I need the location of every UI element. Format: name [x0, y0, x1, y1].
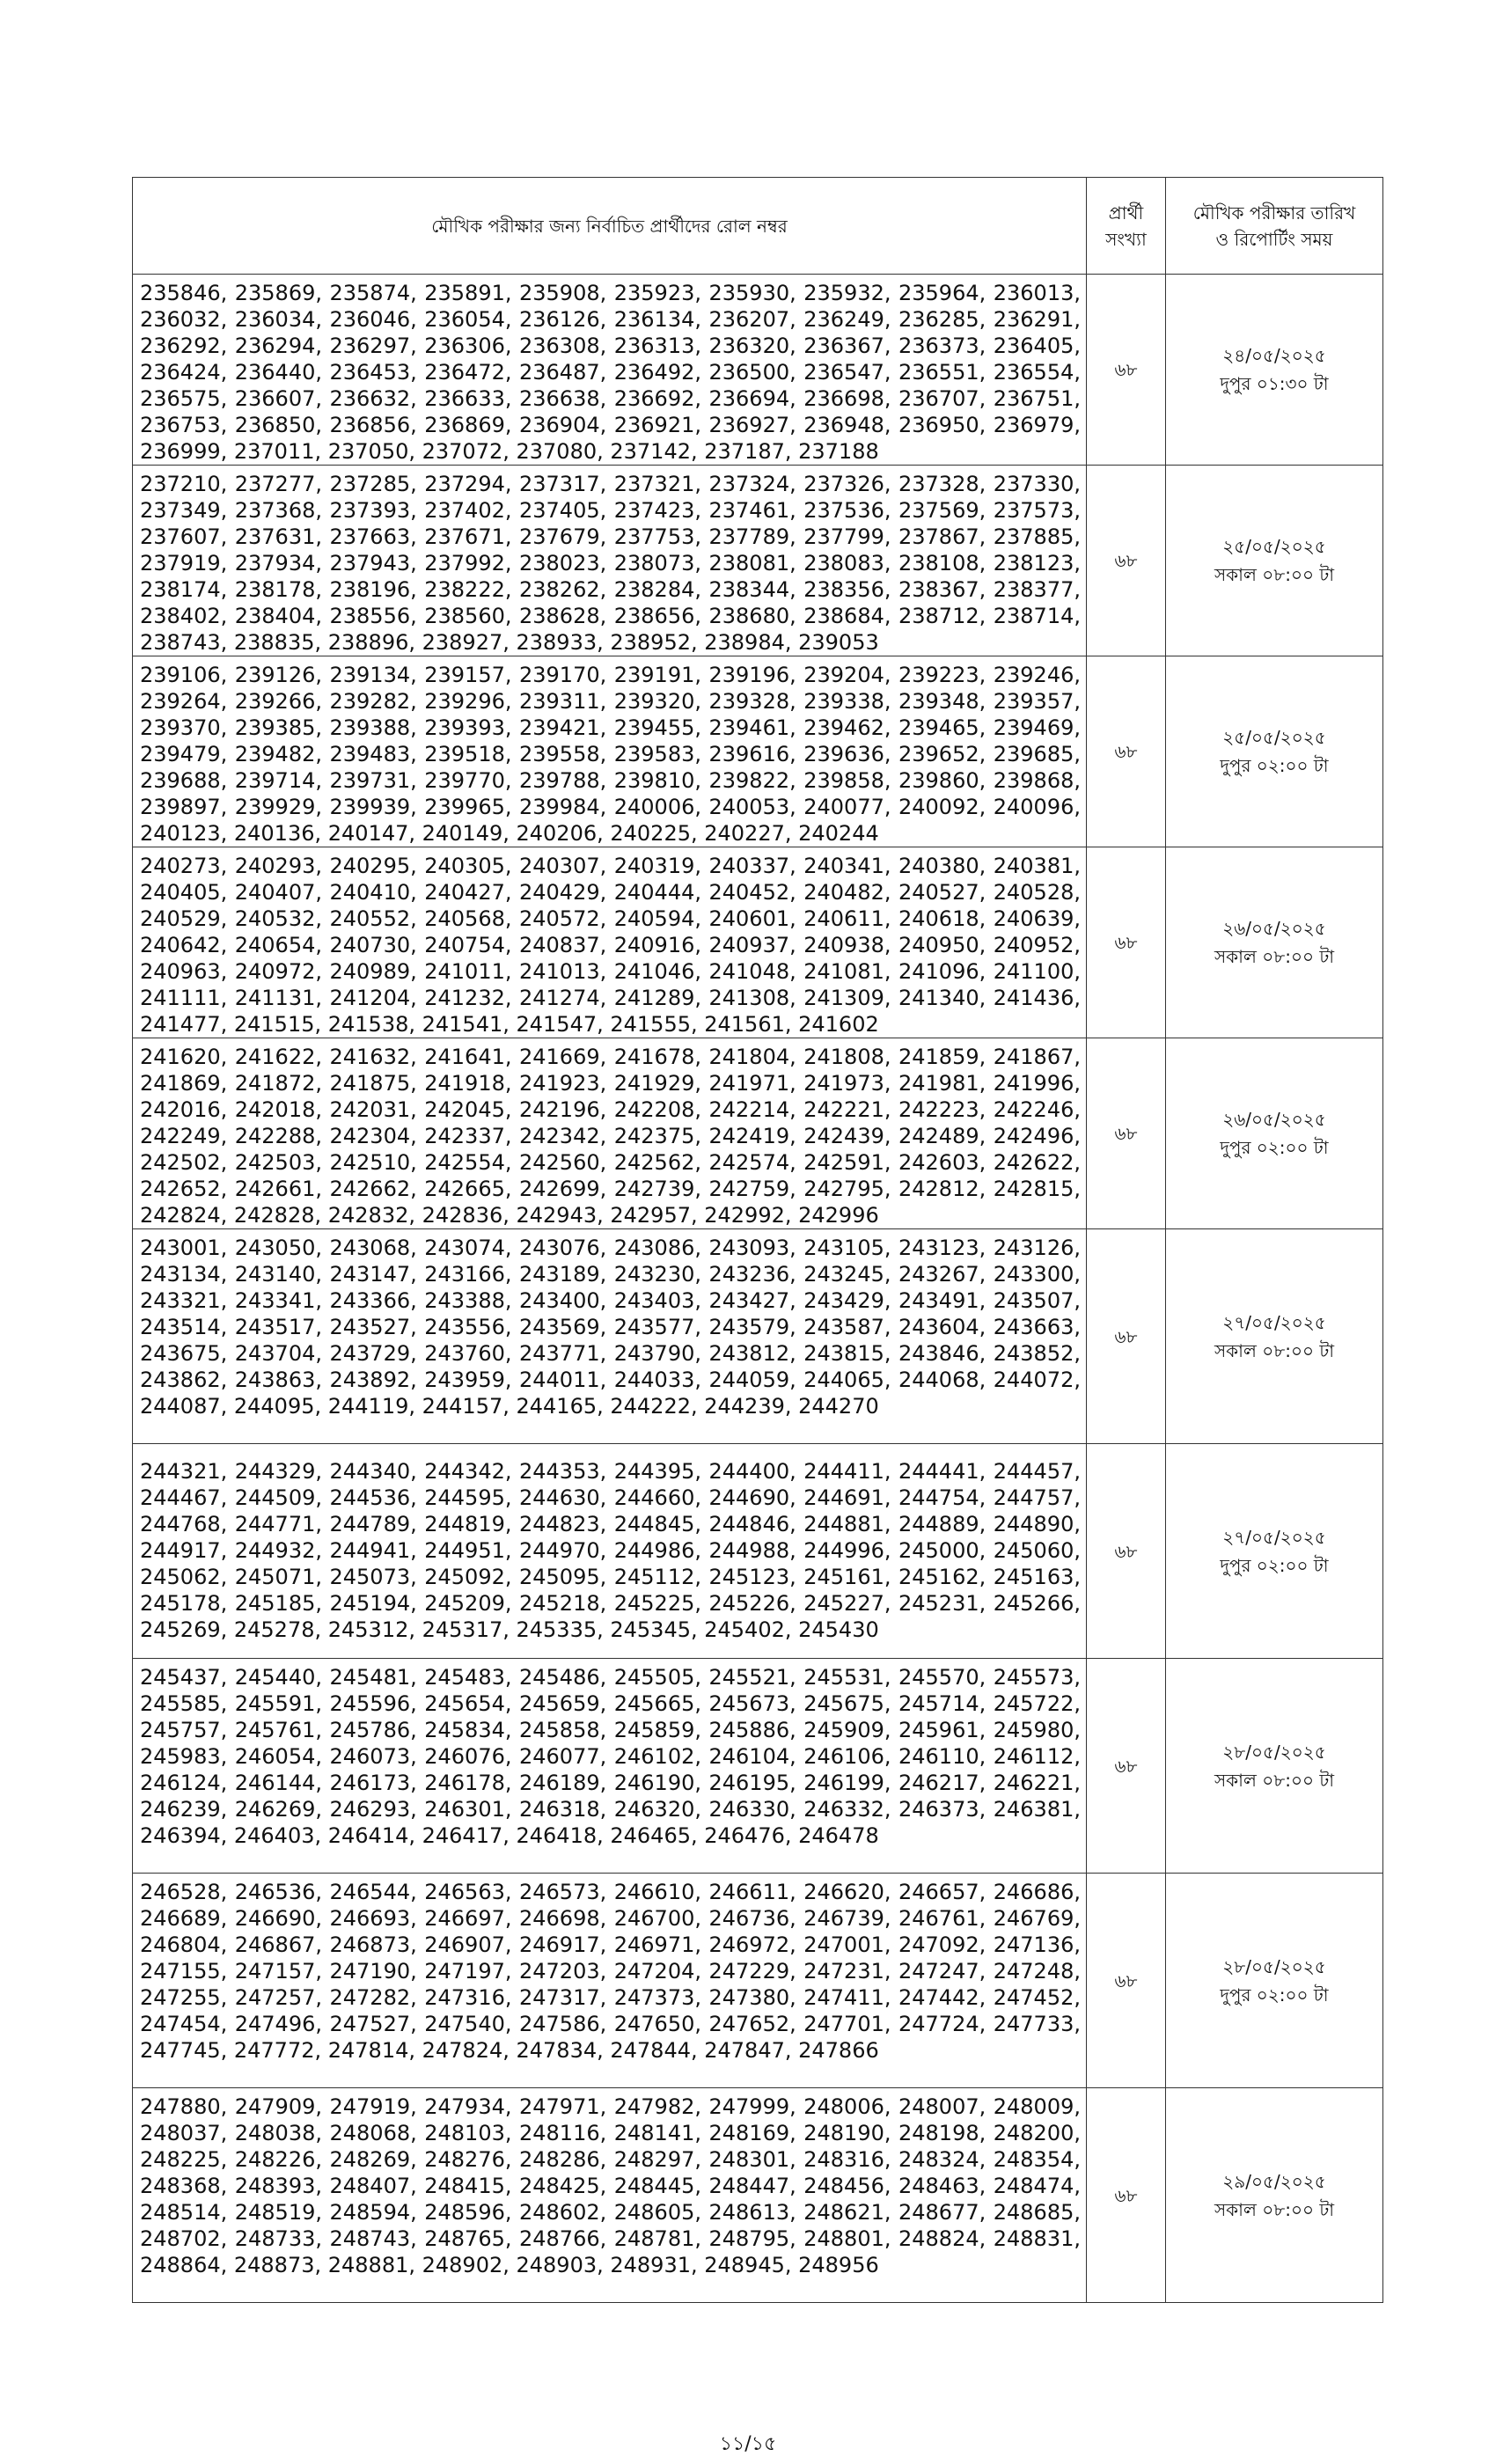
roll-numbers-cell: 239106, 239126, 239134, 239157, 239170, 239191, 239196, 239204, 239223, 239246, 239264, 239266, 239282, 239296, 239311, 239320, 239328, 239338, 239348, 239357, 239370, 239385, 239388, 239393, 239421, 239455, 239461, 239462, 239465, 239469, 239479, 239482, 239483, 239518, 239558, 239583, 239616, 239636, 239652, 239685, 239688, 239714, 239731, 239770, 239788, 239810, 239822, 239858, 239860, 239868, 239897, 239929, 239939, 239965, 239984, 240006, 240053, 240077, 240092, 240096, 240123, 240136, 240147, 240149, 240206, 240225, 240227, 240244 [133, 656, 1087, 847]
header-date-line2: ও রিপোর্টিং সময় [1215, 228, 1333, 250]
roll-numbers-cell: 245437, 245440, 245481, 245483, 245486, 245505, 245521, 245531, 245570, 245573, 245585, 245591, 245596, 245654, 245659, 245665, 245673, 245675, 245714, 245722, 245757, 245761, 245786, 245834, 245858, 245859, 245886, 245909, 245961, 245980, 245983, 246054, 246073, 246076, 246077, 246102, 246104, 246106, 246110, 246112, 246124, 246144, 246173, 246178, 246189, 246190, 246195, 246199, 246217, 246221, 246239, 246269, 246293, 246301, 246318, 246320, 246330, 246332, 246373, 246381, 246394, 246403, 246414, 246417, 246418, 246465, 246476, 246478 [133, 1659, 1087, 1874]
exam-date-time-cell [1166, 656, 1383, 847]
table-row [133, 466, 1383, 656]
candidate-count-cell: ৬৮ [1087, 847, 1166, 1038]
header-roll-numbers [133, 178, 1087, 275]
exam-date-time-cell [1166, 275, 1383, 466]
table-row [133, 275, 1383, 466]
exam-date-time-cell [1166, 466, 1383, 656]
roll-numbers-cell: 237210, 237277, 237285, 237294, 237317, 237321, 237324, 237326, 237328, 237330, 237349, 237368, 237393, 237402, 237405, 237423, 237461, 237536, 237569, 237573, 237607, 237631, 237663, 237671, 237679, 237753, 237789, 237799, 237867, 237885, 237919, 237934, 237943, 237992, 238023, 238073, 238081, 238083, 238108, 238123, 238174, 238178, 238196, 238222, 238262, 238284, 238344, 238356, 238367, 238377, 238402, 238404, 238556, 238560, 238628, 238656, 238680, 238684, 238712, 238714, 238743, 238835, 238896, 238927, 238933, 238952, 238984, 239053 [133, 466, 1087, 656]
candidate-count-cell: ৬৮ [1087, 466, 1166, 656]
reporting-time: দুপুর ০২:০০ টা [1220, 755, 1329, 776]
header-candidate-count [1087, 178, 1166, 275]
table-row [133, 2088, 1383, 2303]
header-exam-date-time [1166, 178, 1383, 275]
reporting-time: দুপুর ০১:৩০ টা [1220, 373, 1329, 394]
exam-date: ২৮/০৫/২০২৫ [1222, 1955, 1326, 1977]
table-row [133, 1874, 1383, 2088]
exam-date: ২৯/০৫/২০২৫ [1222, 2170, 1326, 2192]
exam-date-time-cell [1166, 1659, 1383, 1874]
table-row [133, 1229, 1383, 1444]
candidate-count-cell: ৬৮ [1087, 1038, 1166, 1229]
roll-numbers-cell: 247880, 247909, 247919, 247934, 247971, 247982, 247999, 248006, 248007, 248009, 248037, 248038, 248068, 248103, 248116, 248141, 248169, 248190, 248198, 248200, 248225, 248226, 248269, 248276, 248286, 248297, 248301, 248316, 248324, 248354, 248368, 248393, 248407, 248415, 248425, 248445, 248447, 248456, 248463, 248474, 248514, 248519, 248594, 248596, 248602, 248605, 248613, 248621, 248677, 248685, 248702, 248733, 248743, 248765, 248766, 248781, 248795, 248801, 248824, 248831, 248864, 248873, 248881, 248902, 248903, 248931, 248945, 248956 [133, 2088, 1087, 2303]
table-row [133, 1659, 1383, 1874]
header-date-line1: মৌখিক পরীক্ষার তারিখ [1192, 202, 1356, 224]
reporting-time: সকাল ০৮:০০ টা [1214, 1339, 1335, 1361]
candidate-count-cell: ৬৮ [1087, 1444, 1166, 1659]
reporting-time: সকাল ০৮:০০ টা [1214, 1769, 1335, 1791]
candidate-count-cell: ৬৮ [1087, 1874, 1166, 2088]
reporting-time: দুপুর ০২:০০ টা [1220, 1554, 1329, 1576]
reporting-time: দুপুর ০২:০০ টা [1220, 1984, 1329, 2006]
table-row [133, 847, 1383, 1038]
exam-date: ২৫/০৫/২০২৫ [1222, 727, 1326, 748]
candidate-count-cell: ৬৮ [1087, 656, 1166, 847]
reporting-time: সকাল ০৮:০০ টা [1214, 2198, 1335, 2220]
exam-date: ২৬/০৫/২০২৫ [1222, 1109, 1326, 1130]
exam-date-time-cell [1166, 1874, 1383, 2088]
roll-numbers-cell: 244321, 244329, 244340, 244342, 244353, 244395, 244400, 244411, 244441, 244457, 244467, 244509, 244536, 244595, 244630, 244660, 244690, 244691, 244754, 244757, 244768, 244771, 244789, 244819, 244823, 244845, 244846, 244881, 244889, 244890, 244917, 244932, 244941, 244951, 244970, 244986, 244988, 244996, 245000, 245060, 245062, 245071, 245073, 245092, 245095, 245112, 245123, 245161, 245162, 245163, 245178, 245185, 245194, 245209, 245218, 245225, 245226, 245227, 245231, 245266, 245269, 245278, 245312, 245317, 245335, 245345, 245402, 245430 [133, 1444, 1087, 1659]
candidate-count-cell: ৬৮ [1087, 1229, 1166, 1444]
roll-numbers-cell: 246528, 246536, 246544, 246563, 246573, 246610, 246611, 246620, 246657, 246686, 246689, 246690, 246693, 246697, 246698, 246700, 246736, 246739, 246761, 246769, 246804, 246867, 246873, 246907, 246917, 246971, 246972, 247001, 247092, 247136, 247155, 247157, 247190, 247197, 247203, 247204, 247229, 247231, 247247, 247248, 247255, 247257, 247282, 247316, 247317, 247373, 247380, 247411, 247442, 247452, 247454, 247496, 247527, 247540, 247586, 247650, 247652, 247701, 247724, 247733, 247745, 247772, 247814, 247824, 247834, 247844, 247847, 247866 [133, 1874, 1087, 2088]
header-roll-numbers-label: মৌখিক পরীক্ষার জন্য নির্বাচিত প্রার্থীদের রোল নম্বর [431, 215, 788, 237]
exam-date-time-cell [1166, 1229, 1383, 1444]
exam-date-time-cell [1166, 1038, 1383, 1229]
exam-date: ২৮/০৫/২০২৫ [1222, 1741, 1326, 1763]
reporting-time: সকাল ০৮:০০ টা [1214, 946, 1335, 967]
exam-date: ২৭/০৫/২০২৫ [1222, 1311, 1326, 1333]
header-count-line2: সংখ্যা [1105, 228, 1147, 250]
reporting-time: দুপুর ০২:০০ টা [1220, 1137, 1329, 1158]
table-header-row [133, 178, 1383, 275]
exam-date-time-cell [1166, 847, 1383, 1038]
table-row [133, 656, 1383, 847]
candidate-count-cell: ৬৮ [1087, 2088, 1166, 2303]
page-number: ১১/১৫ [719, 2433, 777, 2455]
exam-date: ২৭/০৫/২০২৫ [1222, 1526, 1326, 1548]
exam-date: ২৫/০৫/২০২৫ [1222, 536, 1326, 557]
exam-date: ২৬/০৫/২০২৫ [1222, 918, 1326, 939]
reporting-time: সকাল ০৮:০০ টা [1214, 564, 1335, 585]
roll-numbers-cell: 240273, 240293, 240295, 240305, 240307, 240319, 240337, 240341, 240380, 240381, 240405, 240407, 240410, 240427, 240429, 240444, 240452, 240482, 240527, 240528, 240529, 240532, 240552, 240568, 240572, 240594, 240601, 240611, 240618, 240639, 240642, 240654, 240730, 240754, 240837, 240916, 240937, 240938, 240950, 240952, 240963, 240972, 240989, 241011, 241013, 241046, 241048, 241081, 241096, 241100, 241111, 241131, 241204, 241232, 241274, 241289, 241308, 241309, 241340, 241436, 241477, 241515, 241538, 241541, 241547, 241555, 241561, 241602 [133, 847, 1087, 1038]
header-count-line1: প্রার্থী [1108, 202, 1144, 224]
roll-numbers-cell: 243001, 243050, 243068, 243074, 243076, 243086, 243093, 243105, 243123, 243126, 243134, 243140, 243147, 243166, 243189, 243230, 243236, 243245, 243267, 243300, 243321, 243341, 243366, 243388, 243400, 243403, 243427, 243429, 243491, 243507, 243514, 243517, 243527, 243556, 243569, 243577, 243579, 243587, 243604, 243663, 243675, 243704, 243729, 243760, 243771, 243790, 243812, 243815, 243846, 243852, 243862, 243863, 243892, 243959, 244011, 244033, 244059, 244065, 244068, 244072, 244087, 244095, 244119, 244157, 244165, 244222, 244239, 244270 [133, 1229, 1087, 1444]
table-row [133, 1038, 1383, 1229]
candidate-count-cell: ৬৮ [1087, 1659, 1166, 1874]
exam-date-time-cell [1166, 1444, 1383, 1659]
roll-numbers-cell: 241620, 241622, 241632, 241641, 241669, 241678, 241804, 241808, 241859, 241867, 241869, 241872, 241875, 241918, 241923, 241929, 241971, 241973, 241981, 241996, 242016, 242018, 242031, 242045, 242196, 242208, 242214, 242221, 242223, 242246, 242249, 242288, 242304, 242337, 242342, 242375, 242419, 242439, 242489, 242496, 242502, 242503, 242510, 242554, 242560, 242562, 242574, 242591, 242603, 242622, 242652, 242661, 242662, 242665, 242699, 242739, 242759, 242795, 242812, 242815, 242824, 242828, 242832, 242836, 242943, 242957, 242992, 242996 [133, 1038, 1087, 1229]
exam-date: ২৪/০৫/২০২৫ [1222, 345, 1326, 366]
candidate-count-cell: ৬৮ [1087, 275, 1166, 466]
viva-schedule-table [132, 177, 1383, 2303]
exam-date-time-cell [1166, 2088, 1383, 2303]
roll-numbers-cell: 235846, 235869, 235874, 235891, 235908, 235923, 235930, 235932, 235964, 236013, 236032, 236034, 236046, 236054, 236126, 236134, 236207, 236249, 236285, 236291, 236292, 236294, 236297, 236306, 236308, 236313, 236320, 236367, 236373, 236405, 236424, 236440, 236453, 236472, 236487, 236492, 236500, 236547, 236551, 236554, 236575, 236607, 236632, 236633, 236638, 236692, 236694, 236698, 236707, 236751, 236753, 236850, 236856, 236869, 236904, 236921, 236927, 236948, 236950, 236979, 236999, 237011, 237050, 237072, 237080, 237142, 237187, 237188 [133, 275, 1087, 466]
table-row [133, 1444, 1383, 1659]
